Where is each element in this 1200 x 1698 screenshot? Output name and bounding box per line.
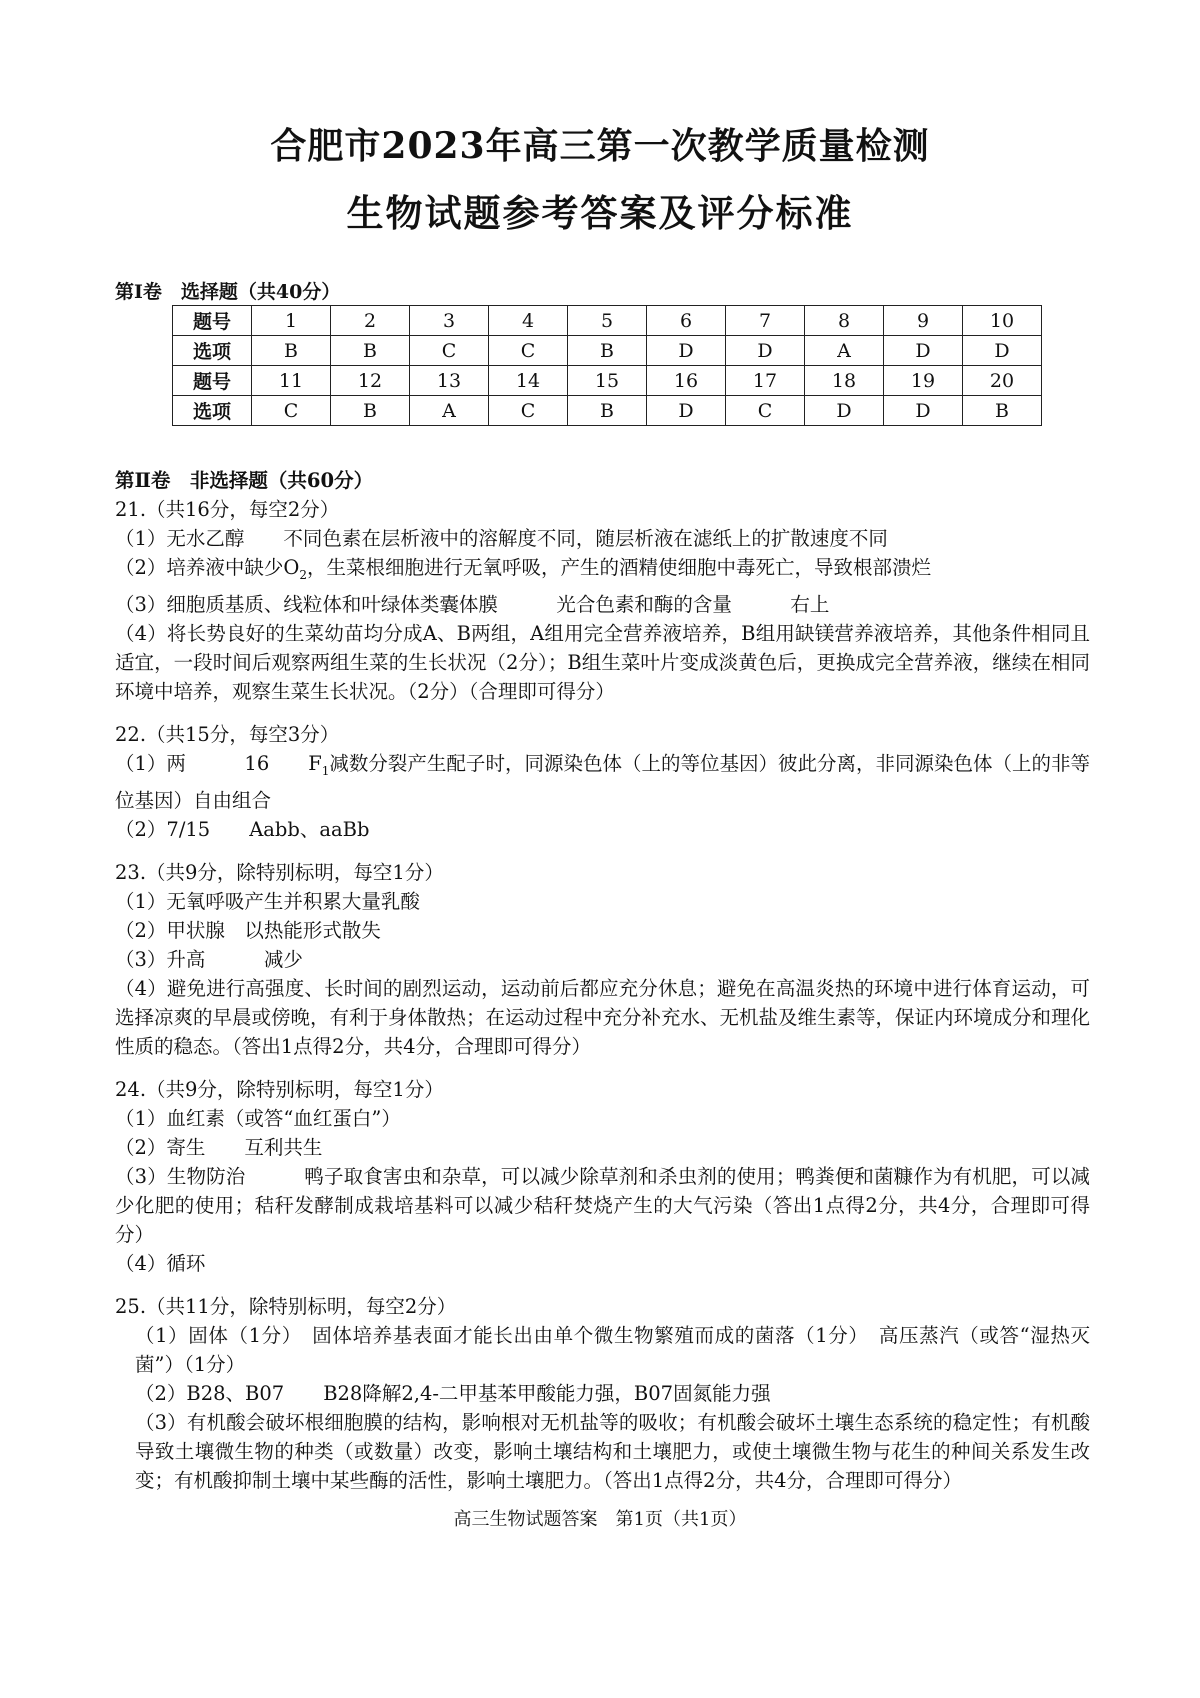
- question-number-cell: 8: [805, 306, 884, 336]
- answer-cell: D: [647, 396, 726, 426]
- answer-cell: A: [805, 336, 884, 366]
- row-label-answer: 选项: [173, 336, 252, 366]
- answer-cell: A: [410, 396, 489, 426]
- answer-cell: C: [489, 336, 568, 366]
- question-number-cell: 19: [884, 366, 963, 396]
- answer-cell: D: [963, 336, 1042, 366]
- question-number-cell: 20: [963, 366, 1042, 396]
- answer-cell: B: [252, 336, 331, 366]
- q25-heading: 25.（共11分，除特别标明，每空2分）: [115, 1294, 457, 1318]
- part2-heading: 第Ⅱ卷 非选择题（共60分）: [115, 469, 374, 492]
- answer-cell: D: [726, 336, 805, 366]
- answer-cell: B: [568, 396, 647, 426]
- table-row: [173, 306, 1042, 336]
- q24-answer-4: （4）循环: [115, 1251, 206, 1275]
- question-number-cell: 3: [410, 306, 489, 336]
- question-number-cell: 9: [884, 306, 963, 336]
- answer-cell: C: [410, 336, 489, 366]
- answer-cell: D: [884, 396, 963, 426]
- question-number-cell: 7: [726, 306, 805, 336]
- question-number-cell: 17: [726, 366, 805, 396]
- q23-answer-4: （4）避免进行高强度、长时间的剧烈运动，运动前后都应充分休息；避免在高温炎热的环境中进行体育运动，可选择凉爽的早晨或傍晚，有利于身体散热；在运动过程中充分补充水、无机盐及维生素等，保证内环境成分和理化性质的稳态。（答出1点得2分，共4分，合理即可得分）: [115, 976, 1091, 1058]
- question-number-cell: 14: [489, 366, 568, 396]
- exam-title: 合肥市2023年高三第一次教学质量检测: [270, 125, 930, 167]
- answer-cell: B: [331, 396, 410, 426]
- row-label-question: 题号: [173, 366, 252, 396]
- table-row: [173, 396, 1042, 426]
- answer-cell: B: [568, 336, 647, 366]
- part2-content: [115, 466, 1090, 1495]
- answer-cell: D: [805, 396, 884, 426]
- question-number-cell: 15: [568, 366, 647, 396]
- row-label-question: 题号: [173, 306, 252, 336]
- table-row: [173, 366, 1042, 396]
- answer-cell: B: [331, 336, 410, 366]
- answer-cell: D: [647, 336, 726, 366]
- answer-cell: B: [963, 396, 1042, 426]
- q21-answer-1: （1）无水乙醇 不同色素在层析液中的溶解度不同，随层析液在滤纸上的扩散速度不同: [115, 527, 888, 550]
- table-row: [173, 336, 1042, 366]
- q22-answer-1: （1）两 16 $F_1$减数分裂产生配子时，同源染色体（上的等位基因）彼此分离，非同源染色体（上的非等位基因）自由组合: [115, 751, 1090, 812]
- question-number-cell: 10: [963, 306, 1042, 336]
- q21-answer-2: （2）培养液中缺少$O_2$，生菜根细胞进行无氧呼吸，产生的酒精使细胞中毒死亡，导致根部溃烂: [115, 556, 932, 582]
- q21-answer-4: （4）将长势良好的生菜幼苗均分成A、B两组，A组用完全营养液培养，B组用缺镁营养液培养，其他条件相同且适宜，一段时间后观察两组生菜的生长状况（2分）；B组生菜叶片变成淡黄色后，更换成完全营养液，继续在相同环境中培养，观察生菜生长状况。（2分）（合理即可得分）: [115, 621, 1090, 703]
- answer-cell: C: [726, 396, 805, 426]
- q24-answer-1: （1）血红素（或答“血红蛋白”）: [115, 1106, 401, 1130]
- q25-answer-2: （2）B28、B07 B28降解2,4-二甲基苯甲酸能力强，B07固氮能力强: [135, 1381, 771, 1405]
- answer-cell: C: [489, 396, 568, 426]
- q22-heading: 22.（共15分，每空3分）: [115, 722, 340, 746]
- question-number-cell: 5: [568, 306, 647, 336]
- question-number-cell: 1: [252, 306, 331, 336]
- q21-heading: 21.（共16分，每空2分）: [115, 498, 340, 521]
- q23-answer-3: （3）升高 减少: [115, 947, 303, 971]
- question-number-cell: 4: [489, 306, 568, 336]
- q24-answer-3: （3）生物防治 鸭子取食害虫和杂草，可以减少除草剂和杀虫剂的使用；鸭粪便和菌糠作为有机肥，可以减少化肥的使用；秸秆发酵制成栽培基料可以减少秸秆焚烧产生的大气污染（答出1点得2分，共4分，合理即可得分）: [115, 1164, 1090, 1246]
- answer-cell: C: [252, 396, 331, 426]
- question-number-cell: 11: [252, 366, 331, 396]
- question-number-cell: 13: [410, 366, 489, 396]
- question-number-cell: 6: [647, 306, 726, 336]
- q25-answer-1: （1）固体（1分） 固体培养基表面才能长出由单个微生物繁殖而成的菌落（1分） 高压蒸汽（或答“湿热灭菌”）（1分）: [135, 1323, 1090, 1376]
- question-number-cell: 16: [647, 366, 726, 396]
- question-number-cell: 12: [331, 366, 410, 396]
- q25-answer-3: （3）有机酸会破坏根细胞膜的结构，影响根对无机盐等的吸收；有机酸会破坏土壤生态系统的稳定性；有机酸导致土壤微生物的种类（或数量）改变，影响土壤结构和土壤肥力，或使土壤微生物与花生的种间关系发生改变；有机酸抑制土壤中某些酶的活性，影响土壤肥力。（答出1点得2分，共4分，合理即可得分）: [135, 1410, 1090, 1492]
- q24-answer-2: （2）寄生 互利共生: [115, 1135, 323, 1159]
- q24-heading: 24.（共9分，除特别标明，每空1分）: [115, 1077, 444, 1101]
- row-label-answer: 选项: [173, 396, 252, 426]
- question-number-cell: 18: [805, 366, 884, 396]
- q22-answer-2: （2）7/15 Aabb、aaBb: [115, 817, 370, 841]
- part1-heading: 第Ⅰ卷 选择题（共40分）: [115, 281, 341, 303]
- page-footer: 高三生物试题答案 第1页（共1页）: [453, 1509, 747, 1530]
- question-number-cell: 2: [331, 306, 410, 336]
- q21-answer-3: （3）细胞质基质、线粒体和叶绿体类囊体膜 光合色素和酶的含量 右上: [115, 592, 830, 616]
- exam-subtitle: 生物试题参考答案及评分标准: [346, 191, 854, 235]
- answer-table: [172, 305, 1042, 426]
- q23-heading: 23.（共9分，除特别标明，每空1分）: [115, 860, 444, 884]
- answer-cell: D: [884, 336, 963, 366]
- q23-answer-2: （2）甲状腺 以热能形式散失: [115, 918, 381, 942]
- q23-answer-1: （1）无氧呼吸产生并积累大量乳酸: [115, 889, 420, 913]
